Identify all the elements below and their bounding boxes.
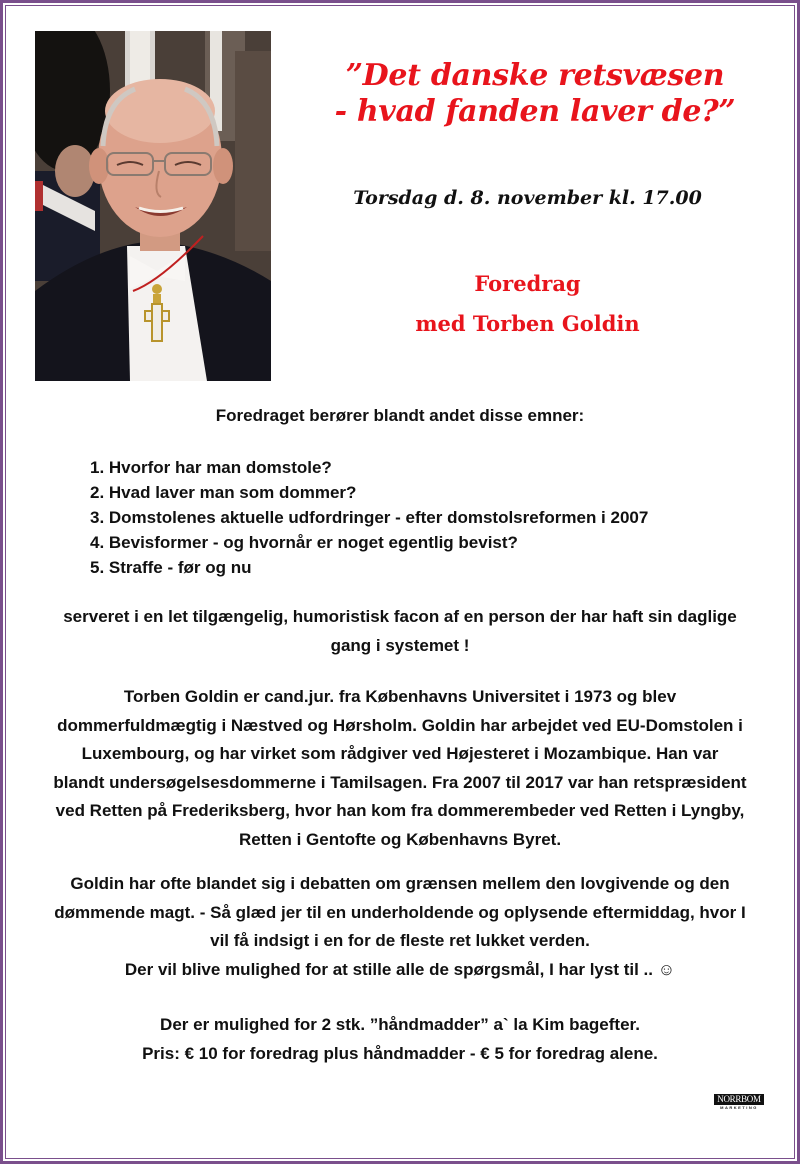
subtitle-line-1: Foredrag [474, 271, 581, 296]
bio-line: ved Retten på Frederiksberg, hvor han kom fra dommerembeder ved Retten i Lyngby, [55, 801, 745, 820]
bio-line: Luxembourg, og har virket som rådgiver ved Højesteret i Mozambique. Han var [81, 744, 719, 763]
subtitle-line-2: med Torben Goldin [415, 311, 640, 336]
debate-line: vil få indsigt i en for de fleste ret lukket verden. [210, 931, 590, 950]
style-line: gang i systemet ! [330, 635, 470, 655]
event-subtitle [300, 264, 755, 344]
topic-item: 5. Straffe - før og nu [90, 558, 252, 577]
practical-info [30, 1011, 770, 1068]
debate-line: Der vil blive mulighed for at stille alle de spørgsmål, I har lyst til .. ☺ [124, 959, 676, 979]
topics-intro: Foredraget berører blandt andet disse emner: [215, 406, 585, 425]
style-paragraph [30, 603, 770, 660]
bio-line: Torben Goldin er cand.jur. fra Københavns Universitet i 1973 og blev [123, 687, 677, 706]
norrbom-marketing-logo [714, 1094, 764, 1111]
style-line: serveret i en let tilgængelig, humoristisk facon af en person der har haft sin daglige [63, 607, 737, 626]
bio-line: Retten i Gentofte og Københavns Byret. [238, 829, 562, 849]
speaker-photo [35, 31, 271, 381]
portrait-illustration [35, 31, 271, 381]
topic-item: 4. Bevisformer - og hvornår er noget egentlig bevist? [90, 533, 518, 552]
topic-item: 1. Hvorfor har man domstole? [90, 458, 332, 477]
bio-line: blandt undersøgelsesdommerne i Tamilsagen. Fra 2007 til 2017 var han retspræsident [53, 772, 747, 792]
logo-wordmark: NORRBOM [714, 1094, 764, 1105]
bio-paragraph [30, 683, 770, 854]
event-title [300, 58, 770, 130]
title-line-1: ”Det danske retsvæsen [345, 58, 725, 93]
bio-line: dommerfuldmægtig i Næstved og Hørsholm. Goldin har arbejdet ved EU-Domstolen i [57, 715, 743, 735]
debate-paragraph [30, 870, 770, 984]
topics-list [90, 455, 648, 580]
title-line-2: - hvad fanden laver de?” [334, 94, 736, 129]
topic-item: 3. Domstolenes aktuelle udfordringer - efter domstolsreformen i 2007 [90, 508, 649, 527]
price-line: Pris: € 10 for foredrag plus håndmadder - € 5 for foredrag alene. [142, 1043, 658, 1063]
debate-line: Goldin har ofte blandet sig i debatten om grænsen mellem den lovgivende og den [70, 874, 730, 893]
topic-item: 2. Hvad laver man som dommer? [90, 483, 357, 502]
event-date: Torsdag d. 8. november kl. 17.00 [353, 187, 702, 209]
debate-line: dømmende magt. - Så glæd jer til en underholdende og oplysende eftermiddag, hvor I [54, 902, 746, 922]
logo-subtitle: MARKETING [720, 1105, 758, 1110]
food-line: Der er mulighed for 2 stk. ”håndmadder” a` la Kim bagefter. [160, 1015, 640, 1034]
